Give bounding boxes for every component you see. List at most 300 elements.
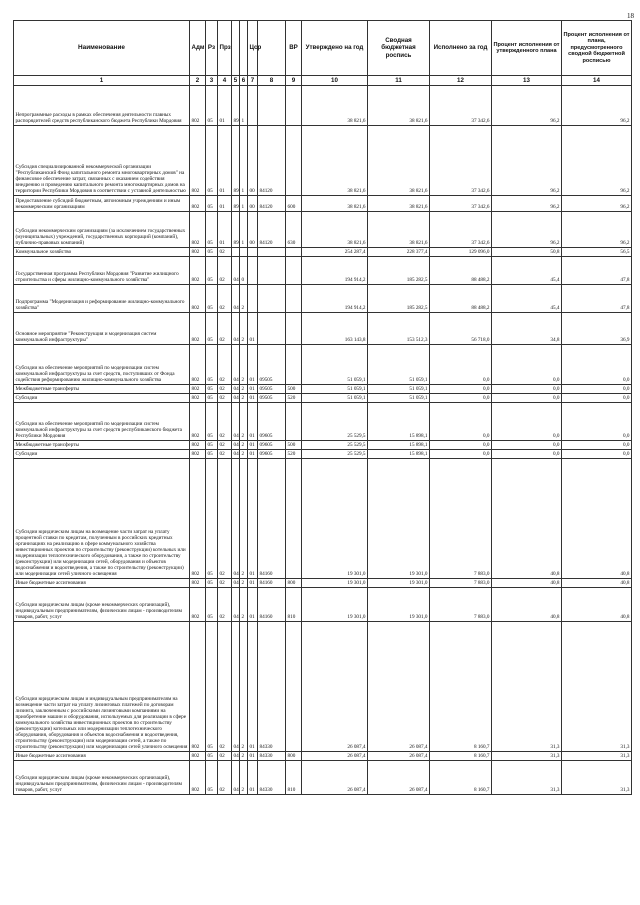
row-pct-plan: 40,8: [492, 588, 562, 622]
row-done: 0,0: [430, 403, 492, 441]
row-csr-2: 1: [240, 212, 248, 248]
row-vr: 520: [286, 450, 302, 459]
row-roster: 185 282,5: [368, 285, 430, 313]
row-csr-2: 2: [240, 761, 248, 795]
row-done: 37 342,6: [430, 212, 492, 248]
row-csr-4: [258, 257, 286, 285]
row-approved: 194 914,2: [302, 285, 368, 313]
row-pct-roster: 96,2: [562, 126, 632, 196]
row-pct-plan: 0,0: [492, 345, 562, 385]
row-adm: 802: [190, 579, 206, 588]
table-row: [14, 313, 632, 345]
row-csr-2: 2: [240, 403, 248, 441]
row-csr-1: 04: [233, 580, 239, 587]
row-approved: 51 059,1: [302, 345, 368, 385]
row-csr-1: 89: [232, 126, 240, 196]
row-adm: 802: [190, 403, 206, 441]
header-name: Наименование: [14, 21, 190, 76]
row-csr-2: 2: [240, 285, 248, 313]
row-prz: 01: [218, 212, 232, 248]
header-roster: Сводная бюджетная роспись: [368, 21, 430, 76]
row-roster: 51 059,1: [368, 345, 430, 385]
row-pct-roster: 40,8: [562, 459, 632, 579]
row-rz: 05: [206, 441, 218, 450]
row-csr-4: 09505: [258, 394, 286, 403]
row-csr-1: 89: [232, 86, 240, 126]
row-csr-4: 84120: [258, 196, 286, 212]
row-pct-plan: 34,8: [492, 313, 562, 345]
row-done: 0,0: [430, 345, 492, 385]
row-approved: 26 087,4: [302, 752, 368, 761]
row-name: Иные бюджетные ассигнования: [14, 752, 190, 761]
row-rz: 05: [206, 126, 218, 196]
row-csr-2: 2: [240, 622, 248, 752]
row-csr-3: 01: [248, 345, 258, 385]
row-roster: 38 821,6: [368, 126, 430, 196]
row-rz: 05: [206, 313, 218, 345]
row-done: 7 883,0: [430, 459, 492, 579]
row-prz: 02: [218, 441, 232, 450]
row-vr: [286, 403, 302, 441]
row-done: 88 488,2: [430, 257, 492, 285]
row-name: Субсидии: [14, 450, 190, 459]
row-prz: 02: [218, 285, 232, 313]
row-rz: 05: [206, 257, 218, 285]
table-row: [14, 441, 632, 450]
row-pct-roster: 47,8: [562, 285, 632, 313]
table-row: [14, 761, 632, 795]
row-roster: 15 898,1: [368, 450, 430, 459]
row-adm: 802: [190, 385, 206, 394]
row-pct-plan: 40,8: [492, 459, 562, 579]
col-num-11: 11: [368, 76, 430, 86]
row-approved: 38 821,6: [302, 196, 368, 212]
row-roster: 51 059,1: [368, 385, 430, 394]
row-pct-plan: 31,3: [492, 752, 562, 761]
row-prz: 02: [218, 248, 232, 257]
row-pct-roster: 31,3: [562, 622, 632, 752]
row-done: 129 096,0: [430, 248, 492, 257]
col-num-5: 5: [232, 76, 240, 86]
row-csr-4: 84330: [258, 752, 286, 761]
row-approved: 38 821,6: [302, 212, 368, 248]
row-csr-3: 00: [248, 196, 258, 212]
row-csr-1: 04: [233, 442, 239, 449]
row-roster: 51 059,1: [368, 394, 430, 403]
row-adm: 802: [190, 86, 206, 126]
row-pct-roster: 40,8: [562, 588, 632, 622]
row-csr-1: 04: [233, 386, 239, 393]
row-name: Межбюджетные трансферты: [14, 441, 190, 450]
row-approved: 254 287,4: [302, 248, 368, 257]
row-csr-3: 01: [248, 394, 258, 403]
col-num-3: 3: [206, 76, 218, 86]
row-vr: 520: [286, 394, 302, 403]
row-vr: 500: [286, 441, 302, 450]
row-approved: 38 821,6: [302, 126, 368, 196]
row-done: 37 342,6: [430, 126, 492, 196]
row-prz: 02: [218, 459, 232, 579]
row-rz: 05: [206, 248, 218, 257]
row-vr: [286, 285, 302, 313]
col-num-10: 10: [302, 76, 368, 86]
row-csr-1: 89: [232, 196, 240, 212]
row-adm: 802: [190, 248, 206, 257]
row-adm: 802: [190, 588, 206, 622]
row-pct-plan: 50,8: [492, 248, 562, 257]
table-row: [14, 345, 632, 385]
table-row: [14, 752, 632, 761]
row-adm: 802: [190, 212, 206, 248]
row-prz: 02: [218, 450, 232, 459]
row-csr-3: 01: [248, 579, 258, 588]
row-rz: 05: [206, 385, 218, 394]
row-done: 0,0: [430, 394, 492, 403]
row-roster: 26 087,4: [368, 761, 430, 795]
row-csr-4: 09605: [258, 450, 286, 459]
row-name: Коммунальное хозяйство: [14, 248, 190, 257]
row-csr-1: 04: [232, 622, 240, 752]
row-csr-2: 1: [240, 196, 248, 212]
row-approved: 163 143,8: [302, 313, 368, 345]
row-adm: 802: [190, 459, 206, 579]
row-rz: 05: [206, 86, 218, 126]
row-pct-roster: 0,0: [562, 403, 632, 441]
row-vr: 600: [286, 196, 302, 212]
row-pct-plan: 31,3: [492, 622, 562, 752]
row-adm: 802: [190, 257, 206, 285]
row-prz: 02: [218, 345, 232, 385]
col-num-7: 7: [248, 76, 258, 86]
row-name: Межбюджетные трансферты: [14, 385, 190, 394]
table-row: [14, 394, 632, 403]
row-done: 8 160,7: [430, 752, 492, 761]
row-name: Непрограммные расходы в рамках обеспечения деятельности главных распорядителей средств республиканского бюджета Республики Мордовия: [14, 86, 190, 126]
row-prz: 02: [218, 257, 232, 285]
row-approved: 19 301,0: [302, 459, 368, 579]
header-done: Исполнено за год: [430, 21, 492, 76]
row-name: Субсидии юридическим лицам и индивидуальным предпринимателям на возмещение части затрат на уплату лизинговых платежей по договорам лизинга, заключенным с российскими лизинговыми компаниями на приобретение машин и оборудования, используемых для реализации в сфере коммунального хозяйства инвестиционных проектов по строительству (реконструкции) котельных или модернизации теплотехнического оборудования, оборудования и объектов водоснабжения и водоотведения, строительству (реконструкции) или модернизации сетей, а также по строительству (реконструкции) или модернизации сетей уличного освещения: [14, 622, 190, 752]
row-pct-plan: 0,0: [492, 450, 562, 459]
row-csr-1: [232, 248, 240, 257]
row-pct-plan: 45,4: [492, 257, 562, 285]
row-roster: 38 821,6: [368, 212, 430, 248]
row-vr: [286, 257, 302, 285]
row-csr-4: [258, 248, 286, 257]
row-vr: [286, 345, 302, 385]
header-adm: Адм: [190, 21, 206, 76]
row-prz: 02: [218, 313, 232, 345]
row-rz: 05: [206, 403, 218, 441]
row-vr: 630: [286, 212, 302, 248]
row-prz: 02: [218, 579, 232, 588]
row-vr: 800: [286, 752, 302, 761]
table-row: [14, 459, 632, 579]
table-row: [14, 385, 632, 394]
header-csr-4: [258, 21, 286, 76]
row-vr: 500: [286, 385, 302, 394]
row-rz: 05: [206, 450, 218, 459]
row-csr-2: 2: [240, 385, 248, 394]
row-name: Подпрограмма "Модернизация и реформирование жилищно-коммунального хозяйства": [14, 285, 190, 313]
header-prz: Прз: [218, 21, 232, 76]
row-vr: [286, 248, 302, 257]
row-csr-2: [240, 248, 248, 257]
table-row: [14, 126, 632, 196]
row-pct-roster: 96,2: [562, 212, 632, 248]
row-csr-2: 2: [240, 450, 248, 459]
row-name: Иные бюджетные ассигнования: [14, 579, 190, 588]
row-csr-2: 1: [240, 126, 248, 196]
row-rz: 05: [206, 394, 218, 403]
table-row: [14, 196, 632, 212]
row-csr-4: 84330: [258, 761, 286, 795]
row-pct-plan: 96,2: [492, 212, 562, 248]
row-csr-3: 01: [248, 761, 258, 795]
row-roster: 19 301,0: [368, 579, 430, 588]
row-csr-3: 00: [248, 212, 258, 248]
row-done: 8 160,7: [430, 761, 492, 795]
row-rz: 05: [206, 459, 218, 579]
col-num-4: 4: [218, 76, 232, 86]
row-approved: 25 529,5: [302, 403, 368, 441]
row-roster: 15 898,1: [368, 441, 430, 450]
row-csr-3: 01: [248, 752, 258, 761]
row-done: 7 883,0: [430, 579, 492, 588]
row-vr: 810: [286, 761, 302, 795]
header-csr-2: [240, 21, 248, 76]
row-csr-4: 84160: [258, 588, 286, 622]
row-csr-1: 04: [232, 403, 240, 441]
row-csr-1: 04: [232, 257, 240, 285]
col-num-9: 9: [286, 76, 302, 86]
row-name: Субсидии юридическим лицам (кроме некоммерческих организаций), индивидуальным предпринимателям, физическим лицам - производителям товаров, работ, услуг: [14, 588, 190, 622]
row-vr: [286, 622, 302, 752]
row-adm: 802: [190, 622, 206, 752]
row-csr-3: 01: [248, 622, 258, 752]
row-name: Субсидии юридическим лицам на возмещение части затрат на уплату процентной ставки по кредитам, полученным в российских кредитных организациях на реализацию в сфере коммунального хозяйства инвестиционных проектов по строительству (реконструкции) котельных или модернизации теплотехнического оборудования, а также по строительству (реконструкции) или модернизации сетей, оборудования и объектов водоснабжения и водоотведения, а также по строительству (реконструкции) или модернизации сетей уличного освещения: [14, 459, 190, 579]
row-prz: 02: [218, 385, 232, 394]
row-adm: 802: [190, 450, 206, 459]
row-approved: 19 301,0: [302, 579, 368, 588]
row-approved: 194 914,2: [302, 257, 368, 285]
row-roster: 38 821,6: [368, 196, 430, 212]
table-row: [14, 579, 632, 588]
row-csr-4: [258, 86, 286, 126]
row-adm: 802: [190, 126, 206, 196]
row-adm: 802: [190, 761, 206, 795]
row-prz: 01: [218, 196, 232, 212]
row-rz: 05: [206, 761, 218, 795]
row-adm: 802: [190, 394, 206, 403]
row-approved: 38 821,6: [302, 86, 368, 126]
table-row: [14, 403, 632, 441]
table-row: [14, 257, 632, 285]
col-num-1: 1: [14, 76, 190, 86]
row-vr: [286, 313, 302, 345]
row-vr: 810: [286, 588, 302, 622]
row-adm: 802: [190, 285, 206, 313]
row-csr-3: [248, 86, 258, 126]
row-pct-plan: 96,2: [492, 196, 562, 212]
row-vr: 800: [286, 579, 302, 588]
row-pct-roster: 0,0: [562, 394, 632, 403]
row-name: Субсидии юридическим лицам (кроме некоммерческих организаций), индивидуальным предпринимателям, физическим лицам - производителям товаров, работ, услуг: [14, 761, 190, 795]
col-num-6: 6: [240, 76, 248, 86]
header-rz: Рз: [206, 21, 218, 76]
row-prz: 01: [218, 86, 232, 126]
col-num-8: 8: [258, 76, 286, 86]
row-csr-4: 84160: [258, 579, 286, 588]
row-pct-plan: 45,4: [492, 285, 562, 313]
row-rz: 05: [206, 579, 218, 588]
row-csr-2: 2: [240, 459, 248, 579]
row-csr-2: 2: [240, 394, 248, 403]
row-vr: [286, 126, 302, 196]
table-row: [14, 285, 632, 313]
row-name: Субсидии на обеспечение мероприятий по модернизации систем коммунальной инфраструктуры за счет средств республиканского бюджета Республики Мордовия: [14, 403, 190, 441]
row-done: 56 718,0: [430, 313, 492, 345]
row-pct-roster: 96,2: [562, 196, 632, 212]
row-pct-plan: 0,0: [492, 385, 562, 394]
header-csr: Цср: [248, 21, 258, 76]
row-csr-2: 2: [240, 313, 248, 345]
row-rz: 05: [206, 622, 218, 752]
row-pct-plan: 0,0: [492, 403, 562, 441]
row-approved: 51 059,1: [302, 394, 368, 403]
row-approved: 25 529,5: [302, 441, 368, 450]
row-rz: 05: [206, 588, 218, 622]
row-csr-1: 04: [233, 451, 239, 458]
row-adm: 802: [190, 441, 206, 450]
row-csr-4: 09605: [258, 441, 286, 450]
row-pct-roster: 96,2: [562, 86, 632, 126]
row-done: 7 883,0: [430, 588, 492, 622]
row-csr-3: [248, 257, 258, 285]
row-pct-plan: 40,8: [492, 579, 562, 588]
row-done: 37 342,6: [430, 196, 492, 212]
row-csr-3: 01: [248, 450, 258, 459]
row-name: Субсидии на обеспечение мероприятий по модернизации систем коммунальной инфраструктуры за счет средств, поступивших от Фонда содействия реформированию жилищно-коммунального хозяйства: [14, 345, 190, 385]
row-csr-2: 2: [240, 752, 248, 761]
row-csr-3: [248, 285, 258, 313]
header-pct-plan: Процент исполнения от утвержденного плана: [492, 21, 562, 76]
row-csr-2: 0: [240, 257, 248, 285]
row-roster: 26 087,4: [368, 622, 430, 752]
row-pct-plan: 96,2: [492, 86, 562, 126]
row-roster: 19 301,0: [368, 588, 430, 622]
row-csr-1: 04: [232, 761, 240, 795]
row-done: 0,0: [430, 450, 492, 459]
row-pct-plan: 96,2: [492, 126, 562, 196]
row-pct-roster: 36,9: [562, 313, 632, 345]
row-pct-roster: 0,0: [562, 450, 632, 459]
row-name: Субсидии некоммерческим организациям (за исключением государственных (муниципальных) учреждений, государственных корпораций (компаний), публично-правовых компаний): [14, 212, 190, 248]
row-csr-4: 84330: [258, 622, 286, 752]
page-number: 18: [627, 12, 634, 20]
row-prz: 02: [218, 622, 232, 752]
row-approved: 26 087,4: [302, 761, 368, 795]
col-num-12: 12: [430, 76, 492, 86]
row-csr-4: 09605: [258, 403, 286, 441]
row-done: 8 160,7: [430, 622, 492, 752]
row-pct-roster: 47,8: [562, 257, 632, 285]
column-number-row: [14, 76, 632, 86]
row-pct-plan: 31,3: [492, 761, 562, 795]
row-done: 0,0: [430, 385, 492, 394]
table-row: [14, 212, 632, 248]
row-csr-1: 04: [232, 313, 240, 345]
row-csr-1: 04: [232, 285, 240, 313]
row-adm: 802: [190, 345, 206, 385]
row-rz: 05: [206, 196, 218, 212]
row-rz: 05: [206, 752, 218, 761]
row-csr-1: 04: [233, 753, 239, 760]
row-roster: 228 377,4: [368, 248, 430, 257]
row-prz: 01: [218, 126, 232, 196]
row-roster: 19 301,0: [368, 459, 430, 579]
col-num-14: 14: [562, 76, 632, 86]
row-csr-1: 04: [232, 588, 240, 622]
col-num-2: 2: [190, 76, 206, 86]
row-prz: 02: [218, 403, 232, 441]
row-csr-3: 01: [248, 385, 258, 394]
row-csr-1: 04: [233, 395, 239, 402]
row-pct-plan: 0,0: [492, 441, 562, 450]
row-csr-3: [248, 248, 258, 257]
row-csr-2: 2: [240, 579, 248, 588]
row-csr-3: 01: [248, 588, 258, 622]
row-csr-3: 01: [248, 459, 258, 579]
row-csr-3: 01: [248, 403, 258, 441]
row-name: Государственная программа Республики Мордовия "Развитие жилищного строительства и сферы жилищно-коммунального хозяйства": [14, 257, 190, 285]
row-done: 37 342,6: [430, 86, 492, 126]
row-roster: 185 282,5: [368, 257, 430, 285]
row-adm: 802: [190, 313, 206, 345]
row-vr: [286, 86, 302, 126]
budget-table: [13, 20, 632, 795]
row-csr-2: 2: [240, 588, 248, 622]
row-prz: 02: [218, 761, 232, 795]
row-name: Основное мероприятие "Реконструкция и модернизация систем коммунальной инфраструктуры": [14, 313, 190, 345]
row-rz: 05: [206, 212, 218, 248]
row-csr-3: 01: [248, 441, 258, 450]
row-vr: [286, 459, 302, 579]
col-num-13: 13: [492, 76, 562, 86]
row-csr-1: 04: [232, 459, 240, 579]
row-pct-plan: 0,0: [492, 394, 562, 403]
row-csr-4: [258, 285, 286, 313]
row-rz: 05: [206, 285, 218, 313]
row-csr-4: 84120: [258, 212, 286, 248]
row-pct-roster: 0,0: [562, 441, 632, 450]
row-prz: 02: [218, 752, 232, 761]
row-pct-roster: 31,3: [562, 761, 632, 795]
row-prz: 02: [218, 394, 232, 403]
row-csr-1: 04: [232, 345, 240, 385]
row-name: Предоставление субсидий бюджетным, автономным учреждениям и иным некоммерческим организациям: [14, 196, 190, 212]
row-pct-roster: 31,3: [562, 752, 632, 761]
row-roster: 15 898,1: [368, 403, 430, 441]
row-csr-2: 1: [240, 86, 248, 126]
table-row: [14, 86, 632, 126]
row-csr-2: 2: [240, 441, 248, 450]
row-csr-4: 09505: [258, 345, 286, 385]
header-csr-1: [232, 21, 240, 76]
row-prz: 02: [218, 588, 232, 622]
row-roster: 26 087,4: [368, 752, 430, 761]
header-vr: ВР: [286, 21, 302, 76]
